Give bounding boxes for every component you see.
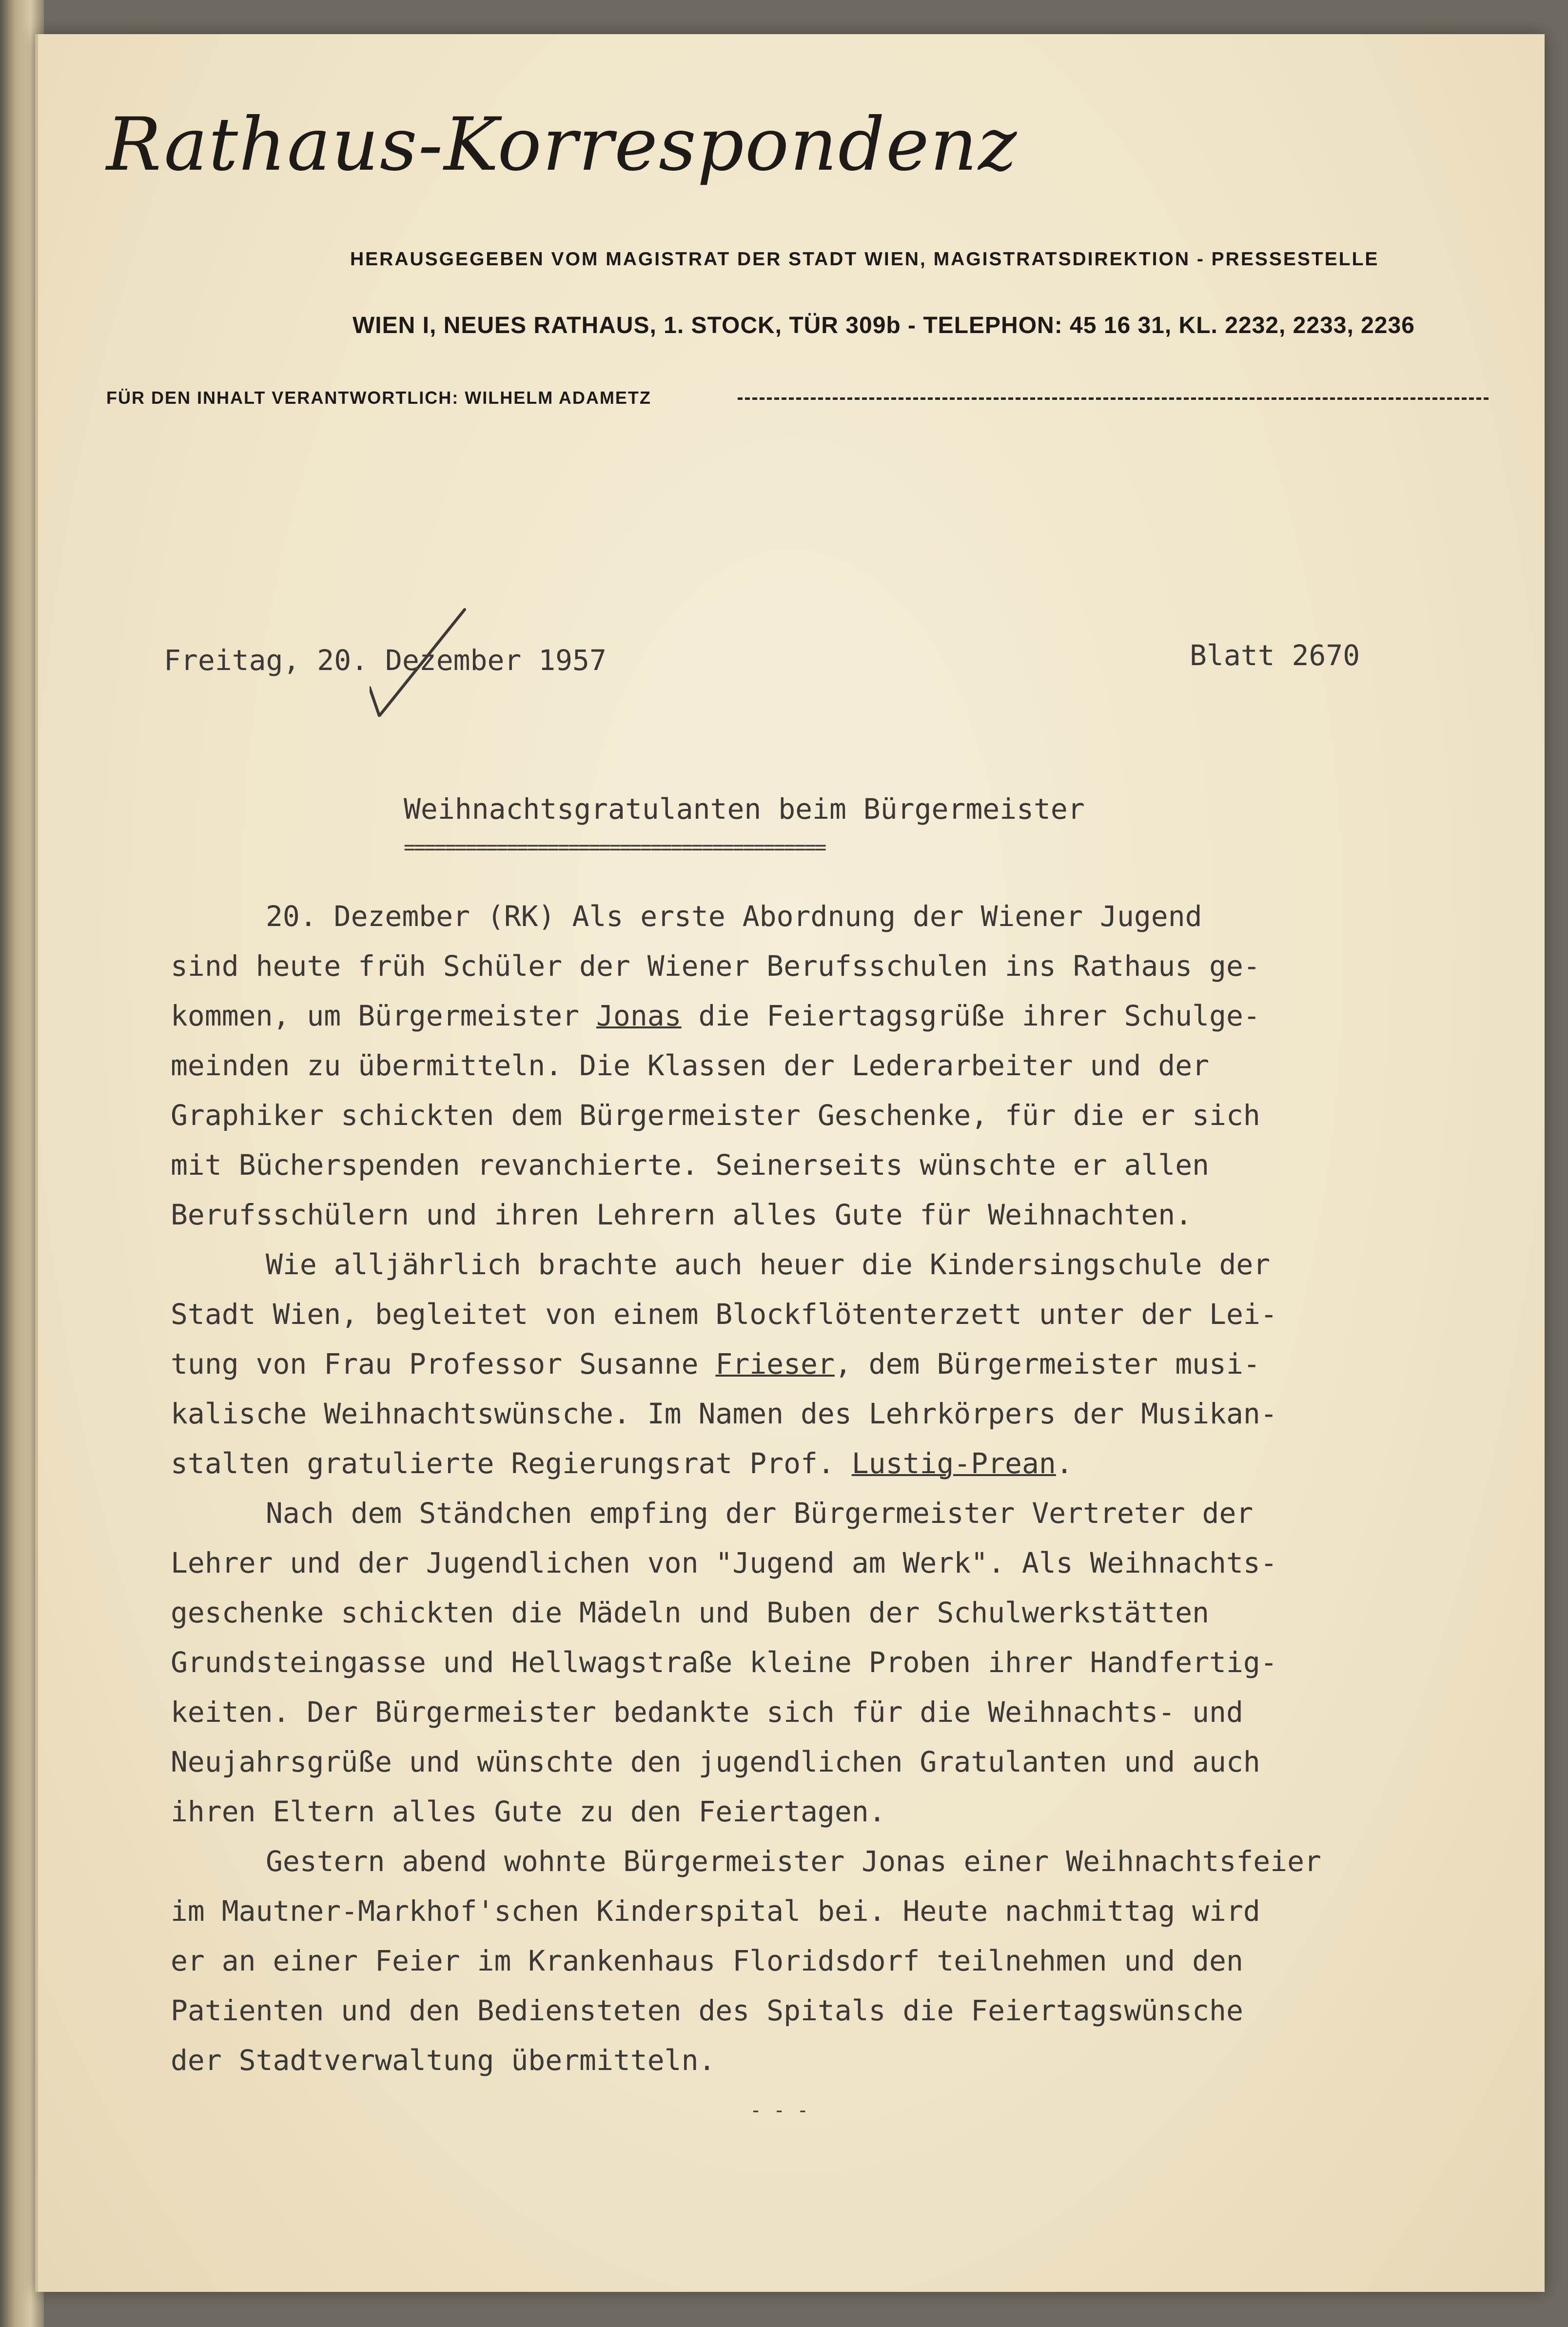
text-line: kalische Weihnachtswünsche. Im Namen des Lehrkörpers der Musikan-: [171, 1397, 1277, 1430]
text-segment: kommen, um Bürgermeister: [171, 999, 596, 1032]
text-line: [171, 1339, 1536, 1389]
responsible-rule: [738, 397, 1489, 400]
text-line: Patienten und den Bediensteten des Spitals die Feiertagswünsche: [171, 1994, 1243, 2027]
text-segment: .: [1056, 1447, 1073, 1480]
text-line: [171, 1439, 1536, 1488]
article-body: [171, 891, 1536, 2085]
paragraph-1: [171, 891, 1536, 1240]
responsible-line: FÜR DEN INHALT VERANTWORTLICH: WILHELM ADAMETZ: [106, 388, 651, 408]
text-segment: tung von Frau Professor Susanne: [171, 1347, 716, 1380]
text-line: Berufsschülern und ihren Lehrern alles Gute für Weihnachten.: [171, 1198, 1193, 1231]
paragraph-3: [171, 1488, 1536, 1836]
paragraph-4: [171, 1836, 1536, 2085]
publisher-line: HERAUSGEGEBEN VOM MAGISTRAT DER STADT WIEN, MAGISTRATSDIREKTION - PRESSESTELLE: [350, 249, 1379, 270]
text-line: im Mautner-Markhof'schen Kinderspital bei. Heute nachmittag wird: [171, 1894, 1260, 1928]
address-line: WIEN I, NEUES RATHAUS, 1. STOCK, TÜR 309b - TELEPHON: 45 16 31, KL. 2232, 2233, 2236: [353, 313, 1415, 338]
headline-rule: =========================================: [404, 836, 825, 859]
sheet-number: Blatt 2670: [1190, 639, 1360, 672]
text-line: Neujahrsgrüße und wünschte den jugendlichen Gratulanten und auch: [171, 1745, 1260, 1778]
text-line: meinden zu übermitteln. Die Klassen der Lederarbeiter und der: [171, 1049, 1210, 1082]
underlined-name: Frieser: [715, 1347, 835, 1380]
text-segment: , dem Bürgermeister musi-: [834, 1347, 1260, 1380]
masthead-logo: Rathaus-Korrespondenz: [106, 102, 1018, 187]
text-segment: die Feiertagsgrüße ihrer Schulge-: [681, 999, 1260, 1032]
handwritten-check-mark: [370, 605, 467, 717]
underlined-name: Lustig-Prean: [851, 1447, 1056, 1480]
text-line: geschenke schickten die Mädeln und Buben der Schulwerkstätten: [171, 1596, 1210, 1629]
text-line: [171, 991, 1536, 1041]
paragraph-2: [171, 1240, 1536, 1488]
document-page: [35, 34, 1545, 2292]
text-line: ihren Eltern alles Gute zu den Feiertagen.: [171, 1795, 886, 1828]
text-line: Stadt Wien, begleitet von einem Blockflötenterzett unter der Lei-: [171, 1298, 1277, 1331]
dateline: Freitag, 20. Dezember 1957: [164, 644, 607, 677]
text-line: Gestern abend wohnte Bürgermeister Jonas einer Weihnachtsfeier: [266, 1845, 1321, 1878]
text-line: Nach dem Ständchen empfing der Bürgermeister Vertreter der: [266, 1497, 1254, 1530]
text-line: Wie alljährlich brachte auch heuer die Kindersingschule der: [266, 1248, 1271, 1281]
text-line: sind heute früh Schüler der Wiener Berufsschulen ins Rathaus ge-: [171, 949, 1260, 983]
text-line: Lehrer und der Jugendlichen von "Jugend am Werk". Als Weihnachts-: [171, 1546, 1277, 1579]
text-line: er an einer Feier im Krankenhaus Floridsdorf teilnehmen und den: [171, 1944, 1243, 1977]
text-line: der Stadtverwaltung übermitteln.: [171, 2044, 716, 2077]
text-segment: stalten gratulierte Regierungsrat Prof.: [171, 1447, 852, 1480]
underlined-name: Jonas: [596, 999, 682, 1032]
end-mark: - - -: [750, 2099, 809, 2122]
text-line: mit Bücherspenden revanchierte. Seinerseits wünschte er allen: [171, 1148, 1210, 1182]
text-line: Grundsteingasse und Hellwagstraße kleine Proben ihrer Handfertig-: [171, 1646, 1277, 1679]
text-line: keiten. Der Bürgermeister bedankte sich für die Weihnachts- und: [171, 1696, 1243, 1729]
headline: Weihnachtsgratulanten beim Bürgermeister: [404, 792, 1085, 826]
text-line: 20. Dezember (RK) Als erste Abordnung der Wiener Jugend: [266, 900, 1202, 933]
text-line: Graphiker schickten dem Bürgermeister Geschenke, für die er sich: [171, 1099, 1260, 1132]
